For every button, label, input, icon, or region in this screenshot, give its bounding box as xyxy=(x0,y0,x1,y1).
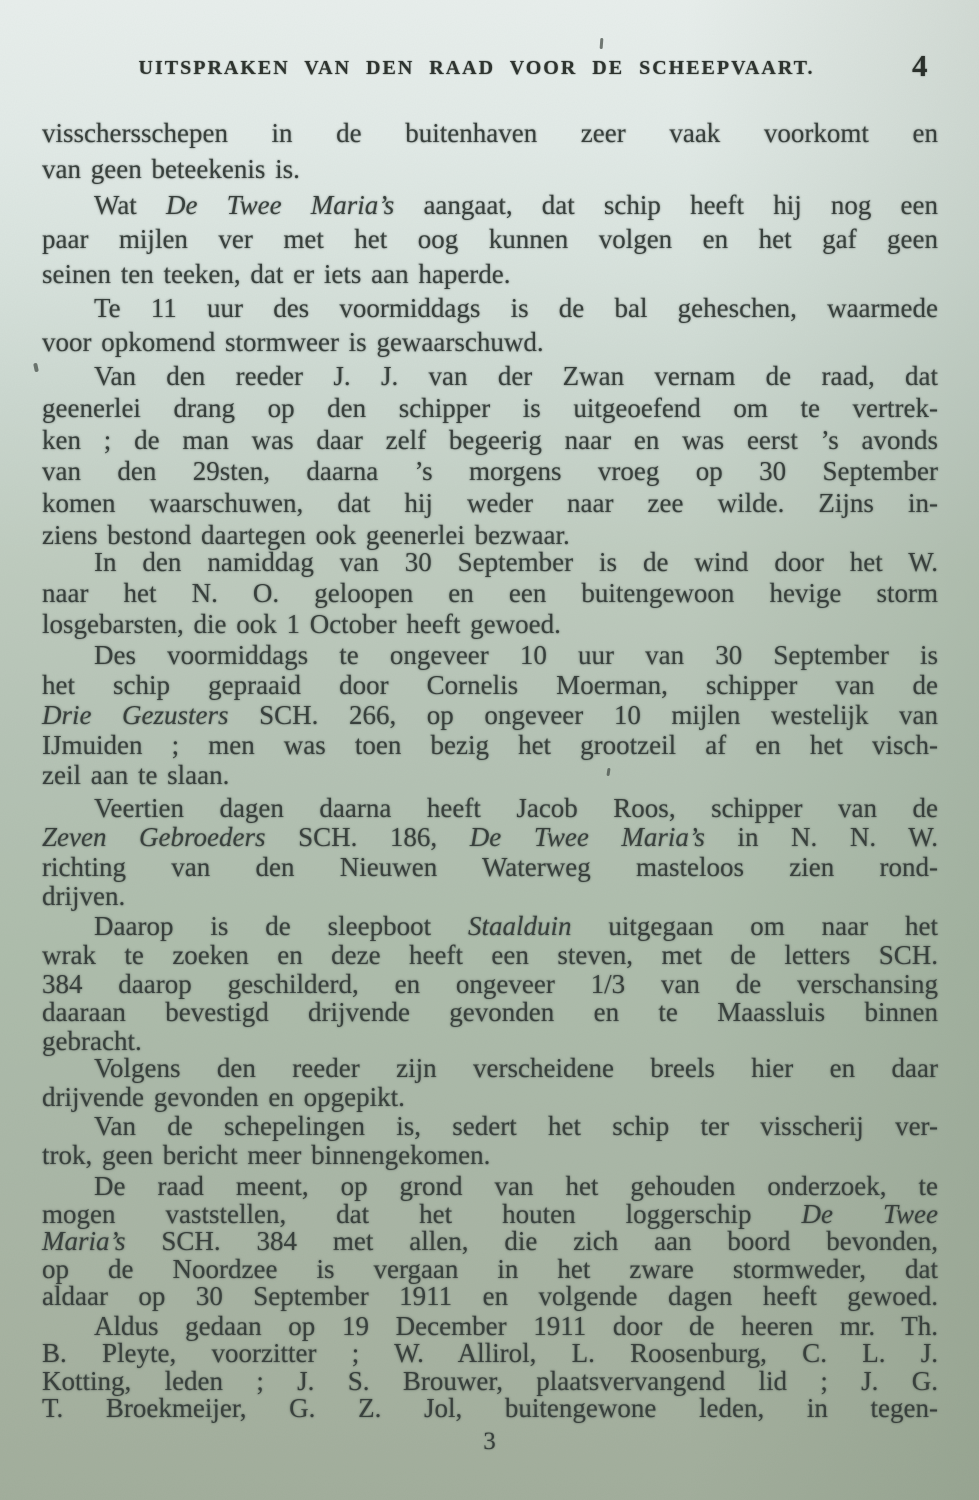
text-run: losgebarsten, die ook 1 October heeft gewoed. xyxy=(42,609,561,639)
text-run: van geen beteekenis is. xyxy=(42,154,300,184)
text-run: van den 29sten, daarna ’s morgens vroeg op 30 September xyxy=(42,456,938,486)
text-line xyxy=(42,609,938,643)
text-run: Veertien dagen daarna heeft Jacob Roos, schipper van de xyxy=(94,793,938,823)
text-run: aangaat, dat schip heeft hij nog een xyxy=(394,190,938,220)
ship-name-italic: De Twee xyxy=(801,1199,938,1229)
page-number-bottom: 3 xyxy=(483,1428,496,1455)
text-run: het schip gepraaid door Cornelis Moerman, schipper van de xyxy=(42,670,938,700)
text-line xyxy=(42,1281,938,1315)
text-line xyxy=(42,393,938,427)
text-run: voor opkomend stormweer is gewaarschuwd. xyxy=(42,327,544,357)
text-run: richting van den Nieuwen Waterweg masteloos zien rond- xyxy=(42,852,938,882)
running-title: UITSPRAKEN VAN DEN RAAD VOOR DE SCHEEPVAART. xyxy=(138,57,815,79)
text-run: De raad meent, op grond van het gehouden onderzoek, te xyxy=(94,1171,938,1201)
text-run: op de Noordzee is vergaan in het zware stormweder, dat xyxy=(42,1254,938,1284)
ship-name-italic: Zeven Gebroeders xyxy=(42,822,266,852)
text-run: ken ; de man was daar zelf begeerig naar en was eerst ’s avonds xyxy=(42,425,938,455)
text-line xyxy=(42,547,938,581)
ship-name-italic: Drie Gezusters xyxy=(42,700,229,730)
text-run: gebracht. xyxy=(42,1026,142,1056)
ship-name-italic: Staalduin xyxy=(468,911,572,941)
text-run: Daarop is de sleepboot xyxy=(94,911,468,941)
text-run: trok, geen bericht meer binnengekomen. xyxy=(42,1140,491,1170)
text-line xyxy=(42,640,938,674)
text-run: Van de schepelingen is, sedert het schip ter visscherij ver- xyxy=(94,1111,938,1141)
text-line xyxy=(42,361,938,395)
text-run: Wat xyxy=(94,190,166,220)
text-run: seinen ten teeken, dat er iets aan haperde. xyxy=(42,259,511,289)
text-run: Te 11 uur des voormiddags is de bal geheschen, waarmede xyxy=(94,293,938,323)
text-run: Kotting, leden ; J. S. Brouwer, plaatsvervangend lid ; J. G. xyxy=(42,1366,938,1396)
text-run: visschersschepen in de buitenhaven zeer vaak voorkomt en xyxy=(42,118,938,148)
text-run: wrak te zoeken en deze heeft een steven, met de letters SCH. xyxy=(42,940,938,970)
text-run: paar mijlen ver met het oog kunnen volgen en het gaf geen xyxy=(42,224,938,254)
text-line xyxy=(42,425,938,459)
text-run: ziens bestond daartegen ook geenerlei bezwaar. xyxy=(42,520,570,550)
text-run: uitgegaan om naar het xyxy=(571,911,938,941)
text-run: in N. N. W. xyxy=(704,822,938,852)
text-run: daaraan bevestigd drijvende gevonden en te Maassluis binnen xyxy=(42,997,938,1027)
text-line xyxy=(42,1393,938,1427)
text-line xyxy=(42,154,938,188)
text-line xyxy=(42,578,938,612)
text-line xyxy=(42,190,938,224)
text-run: SCH. 186, xyxy=(265,822,470,852)
ship-name-italic: Maria’s xyxy=(42,1226,126,1256)
text-line xyxy=(42,118,938,152)
text-line xyxy=(42,730,938,764)
text-line xyxy=(42,293,938,327)
text-run: Van den reeder J. J. van der Zwan vernam de raad, dat xyxy=(94,361,938,391)
ship-name-italic: De Twee Maria’s xyxy=(165,190,395,220)
text-run: IJmuiden ; men was toen bezig het grootzeil af en het visch- xyxy=(42,730,938,760)
page-body xyxy=(42,0,938,1500)
text-run: SCH. 266, op ongeveer 10 mijlen westelijk van xyxy=(228,700,938,730)
text-run: B. Pleyte, voorzitter ; W. Allirol, L. Roosenburg, C. L. J. xyxy=(42,1338,938,1368)
text-line xyxy=(42,488,938,522)
text-run: In den namiddag van 30 September is de wind door het W. xyxy=(94,547,938,577)
text-run: naar het N. O. geloopen en een buitengewoon hevige storm xyxy=(42,578,938,608)
text-run: drijvende gevonden en opgepikt. xyxy=(42,1082,405,1112)
text-line xyxy=(42,822,938,856)
text-run: Volgens den reeder zijn verscheidene breels hier en daar xyxy=(94,1053,938,1083)
text-run: aldaar op 30 September 1911 en volgende dagen heeft gewoed. xyxy=(42,1281,938,1311)
text-line xyxy=(42,700,938,734)
text-run: drijven. xyxy=(42,881,126,911)
text-line xyxy=(42,760,938,794)
text-run: 384 daarop geschilderd, en ongeveer 1/3 van de verschansing xyxy=(42,969,938,999)
page-number-top: 4 xyxy=(912,48,928,83)
text-run: mogen vaststellen, dat het houten loggerschip xyxy=(42,1199,802,1229)
text-line xyxy=(42,224,938,258)
text-run: SCH. 384 met allen, die zich aan boord bevonden, xyxy=(125,1226,938,1256)
text-line xyxy=(42,881,938,915)
text-line xyxy=(42,670,938,704)
text-line xyxy=(42,1140,938,1174)
text-line xyxy=(42,327,938,361)
text-run: Des voormiddags te ongeveer 10 uur van 30 September is xyxy=(94,640,938,670)
text-run: Aldus gedaan op 19 December 1911 door de heeren mr. Th. xyxy=(94,1311,938,1341)
text-run: zeil aan te slaan. xyxy=(42,760,230,790)
text-run: komen waarschuwen, dat hij weder naar zee wilde. Zijns in- xyxy=(42,488,938,518)
ship-name-italic: De Twee Maria’s xyxy=(469,822,705,852)
ink-speck xyxy=(33,363,39,373)
text-run: geenerlei drang op den schipper is uitgeoefend om te vertrek- xyxy=(42,393,938,423)
text-run: T. Broekmeijer, G. Z. Jol, buitengewone leden, in tegen- xyxy=(42,1393,938,1423)
text-line xyxy=(42,456,938,490)
text-line xyxy=(42,259,938,293)
